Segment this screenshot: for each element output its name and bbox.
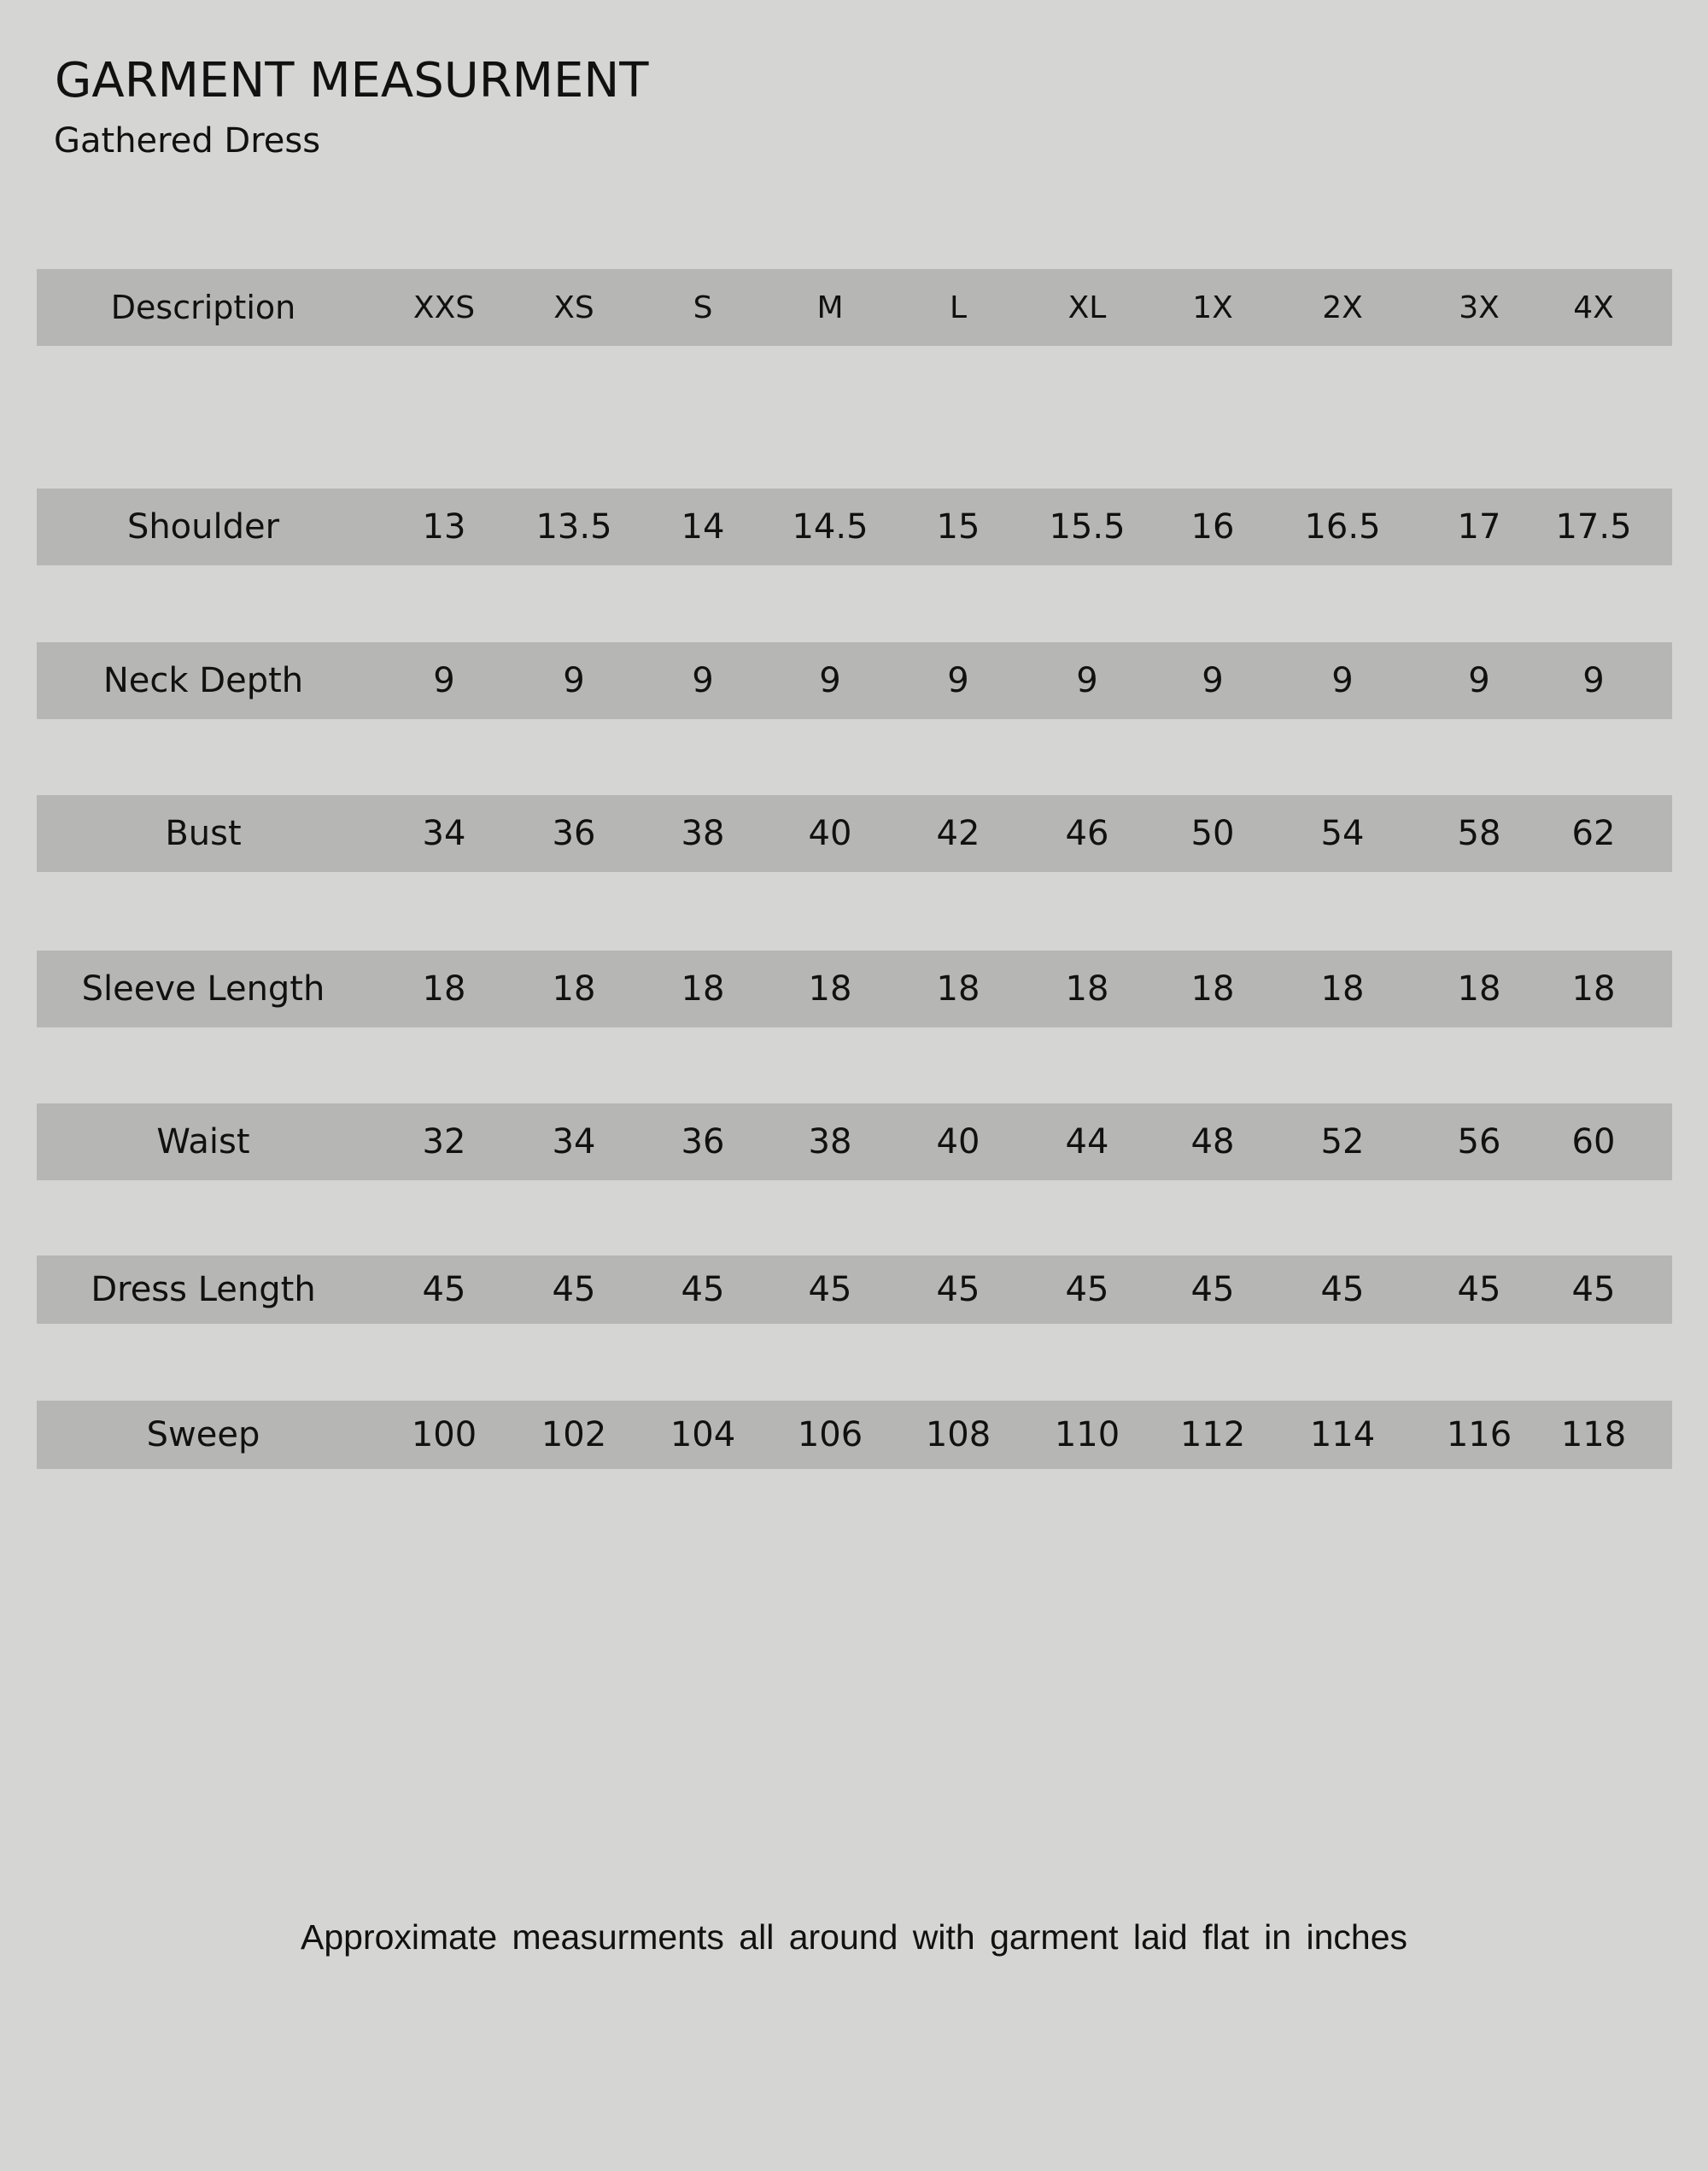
measurement-cell: 32	[422, 1122, 466, 1162]
footnote: Approximate measurments all around with garment laid flat in inches	[301, 1917, 1407, 1957]
column-header-size: 1X	[1192, 290, 1233, 325]
measurement-cell: 36	[552, 814, 596, 853]
table-row	[37, 642, 1672, 719]
measurement-cell: 18	[422, 969, 466, 1009]
measurement-cell: 18	[552, 969, 596, 1009]
measurement-cell: 16	[1190, 507, 1235, 547]
row-label: Bust	[165, 814, 242, 853]
measurement-cell: 44	[1065, 1122, 1109, 1162]
measurement-cell: 18	[681, 969, 725, 1009]
measurement-cell: 9	[819, 661, 841, 700]
measurement-cell: 50	[1190, 814, 1235, 853]
measurement-cell: 56	[1457, 1122, 1501, 1162]
measurement-cell: 9	[1468, 661, 1490, 700]
measurement-cell: 17.5	[1555, 507, 1632, 547]
measurement-cell: 45	[1320, 1270, 1365, 1309]
measurement-cell: 18	[1320, 969, 1365, 1009]
measurement-cell: 45	[681, 1270, 725, 1309]
measurement-cell: 15	[936, 507, 980, 547]
column-header-size: XL	[1068, 290, 1107, 325]
measurement-cell: 9	[563, 661, 585, 700]
measurement-cell: 45	[422, 1270, 466, 1309]
column-header-description: Description	[110, 289, 296, 326]
page-subtitle: Gathered Dress	[54, 121, 321, 161]
measurement-cell: 13	[422, 507, 466, 547]
table-header-row	[37, 269, 1672, 346]
measurement-cell: 48	[1190, 1122, 1235, 1162]
measurement-cell: 106	[797, 1415, 863, 1454]
measurement-cell: 62	[1571, 814, 1616, 853]
column-header-size: M	[816, 290, 844, 325]
measurement-cell: 45	[808, 1270, 852, 1309]
measurement-cell: 9	[1202, 661, 1224, 700]
measurement-cell: 14	[681, 507, 725, 547]
measurement-cell: 45	[1571, 1270, 1616, 1309]
measurement-cell: 18	[1457, 969, 1501, 1009]
measurement-cell: 18	[1571, 969, 1616, 1009]
column-header-size: XXS	[412, 290, 476, 325]
measurement-cell: 114	[1309, 1415, 1376, 1454]
row-label: Waist	[156, 1122, 250, 1162]
measurement-cell: 102	[541, 1415, 607, 1454]
measurement-cell: 18	[1065, 969, 1109, 1009]
row-label: Sleeve Length	[81, 969, 325, 1009]
measurement-cell: 116	[1446, 1415, 1512, 1454]
row-label: Neck Depth	[102, 661, 304, 700]
measurement-cell: 9	[1331, 661, 1354, 700]
page-title: GARMENT MEASURMENT	[55, 53, 649, 108]
measurement-cell: 9	[692, 661, 714, 700]
measurement-cell: 9	[433, 661, 455, 700]
measurement-cell: 54	[1320, 814, 1365, 853]
measurement-cell: 45	[1457, 1270, 1501, 1309]
table-row	[37, 1255, 1672, 1324]
measurement-cell: 118	[1560, 1415, 1627, 1454]
measurement-cell: 34	[552, 1122, 596, 1162]
measurement-cell: 60	[1571, 1122, 1616, 1162]
measurement-cell: 58	[1457, 814, 1501, 853]
measurement-cell: 104	[670, 1415, 736, 1454]
measurement-cell: 16.5	[1304, 507, 1381, 547]
measurement-cell: 52	[1320, 1122, 1365, 1162]
measurement-cell: 18	[936, 969, 980, 1009]
column-header-size: S	[693, 290, 713, 325]
column-header-size: 3X	[1459, 290, 1500, 325]
measurement-cell: 42	[936, 814, 980, 853]
measurement-cell: 34	[422, 814, 466, 853]
measurement-cell: 46	[1065, 814, 1109, 853]
measurement-cell: 38	[681, 814, 725, 853]
column-header-size: 2X	[1322, 290, 1363, 325]
row-label: Shoulder	[126, 507, 280, 547]
table-row	[37, 951, 1672, 1027]
measurement-cell: 45	[936, 1270, 980, 1309]
measurement-cell: 45	[1190, 1270, 1235, 1309]
measurement-cell: 14.5	[792, 507, 869, 547]
measurement-cell: 40	[808, 814, 852, 853]
column-header-size: L	[949, 290, 968, 325]
measurement-cell: 9	[1076, 661, 1098, 700]
measurement-cell: 45	[1065, 1270, 1109, 1309]
measurement-cell: 18	[808, 969, 852, 1009]
measurement-cell: 13.5	[535, 507, 612, 547]
measurement-cell: 9	[947, 661, 969, 700]
measurement-cell: 38	[808, 1122, 852, 1162]
measurement-cell: 110	[1054, 1415, 1120, 1454]
measurement-cell: 36	[681, 1122, 725, 1162]
measurement-cell: 15.5	[1049, 507, 1126, 547]
measurement-cell: 18	[1190, 969, 1235, 1009]
column-header-size: 4X	[1573, 290, 1614, 325]
table-row	[37, 1103, 1672, 1180]
column-header-size: XS	[553, 290, 594, 325]
measurement-cell: 9	[1582, 661, 1605, 700]
table-row	[37, 795, 1672, 872]
row-label: Sweep	[146, 1415, 260, 1454]
measurement-cell: 17	[1457, 507, 1501, 547]
row-label: Dress Length	[91, 1270, 316, 1309]
measurement-cell: 45	[552, 1270, 596, 1309]
measurement-cell: 40	[936, 1122, 980, 1162]
table-row	[37, 489, 1672, 565]
measurement-cell: 108	[925, 1415, 991, 1454]
measurement-cell: 112	[1179, 1415, 1246, 1454]
measurement-cell: 100	[411, 1415, 477, 1454]
table-row	[37, 1401, 1672, 1469]
